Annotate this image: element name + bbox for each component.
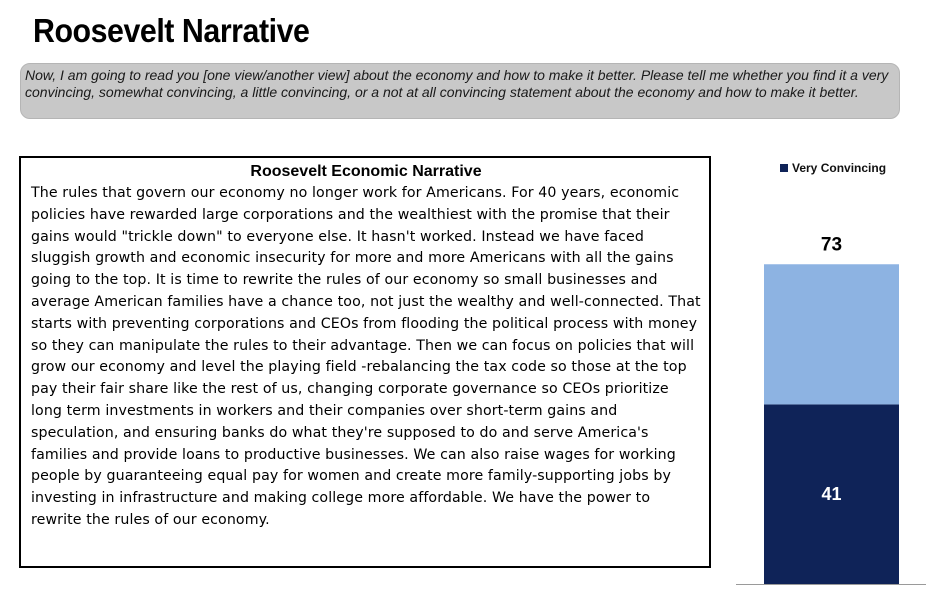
data-label-very-convincing: 41 [821,484,842,505]
narrative-heading: Roosevelt Economic Narrative [250,163,482,180]
bar-segment-other-convincing [764,264,899,404]
page-title: Roosevelt Narrative [33,12,310,49]
data-label-total: 73 [820,234,843,256]
question-prompt: Now, I am going to read you [one view/another view] about the economy and how to make it better. Please tell me whether you find it a very convincing, somewhat convincing, a little convincing, or a not at all convincing statement about the economy and how to make it better. [20,63,900,119]
narrative-body: The rules that govern our economy no longer work for Americans. For 40 years, economic policies have rewarded large corporations and the wealthiest with the promise that their gains would "trickle down" to everyone else. It hasn't worked. Instead we have faced sluggish growth and economic insecurity for more and more Americans with all the gains going to the top. It is time to rewrite the rules of our economy so small businesses and average American families have a chance too, not just the wealthy and well-connected. That starts with preventing corporations and CEOs from flooding the political process with money so they can manipulate the rules to their advantage. Then we can focus on policies that will grow our economy and level the playing field -rebalancing the tax code so those at the top pay their fair share like the rest of us, changing corporate governance so CEOs prioritize long term investments in workers and their companies over short-term gains and speculation, and ensuring banks do what they're supposed to do and serve America's families and provide loans to productive businesses. We can also raise wages for working people by guaranteeing equal pay for women and create more family-supporting jobs by investing in infrastructure and making college more affordable. We have the power to rewrite the rules of our economy. [31,185,701,528]
legend-label-very-convincing: Very Convincing [792,161,887,175]
